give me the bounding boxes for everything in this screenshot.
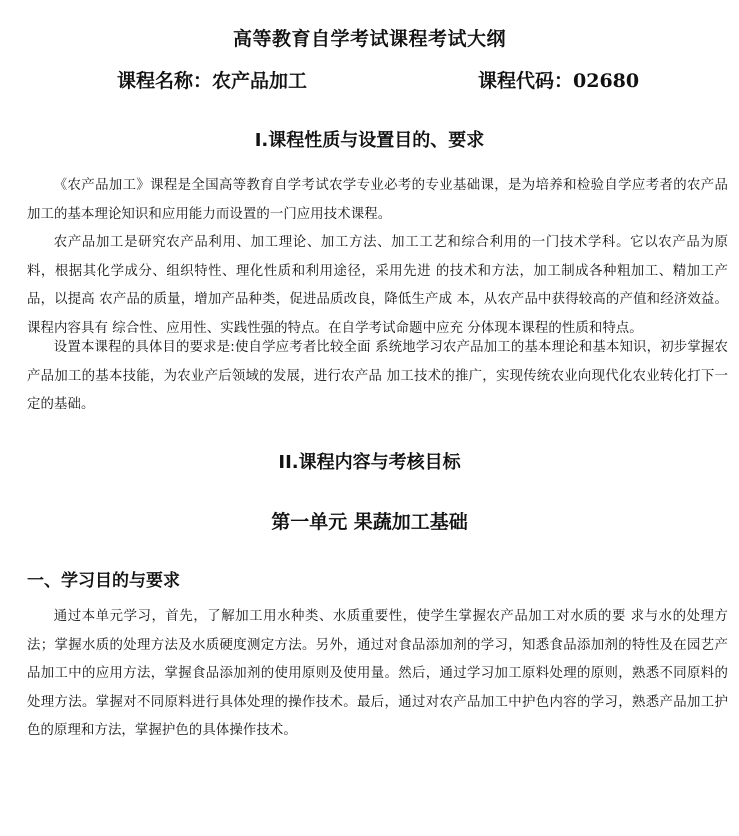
section-1-paragraph-1: 《农产品加工》课程是全国高等教育自学考试农学专业必考的专业基础课，是为培养和检验自学应考者的农产品加工的基本理论知识和应用能力而设置的一门应用技术课程。 xyxy=(27,178,728,222)
course-code: 课程代码：02680 xyxy=(478,70,640,92)
course-name: 课程名称：农产品加工 xyxy=(117,70,308,92)
section-1-paragraph-3: 设置本课程的具体目的要求是:使自学应考者比较全面 系统地学习农产品加工的基本理论和基本知识，初步掌握农 产品加工的基本技能，为农业产后领域的发展，进行农产品 加工技术的推广，实现传统农业向现代化农业转化打下一定的基础。 xyxy=(27,340,728,412)
learning-goals-heading: 一、学习目的与要求 xyxy=(27,571,180,591)
unit-1-paragraph: 通过本单元学习，首先，了解加工用水种类、水质重要性，使学生掌握农产品加工对水质的要 求与水的处理方法；掌握水质的处理方法及水质硬度测定方法。另外，通过对食品添加剂的学习，知悉食品添加剂的特性及在园艺产品加工中的应用方法，掌握食品添加剂的使用原则及使用量。然后，通过学习加工原料处理的原则，熟悉不同原料的处理方法。掌握对不同原料进行具体处理的操作技术。最后，通过对农产品加工中护色内容的学习，熟悉产品加工护色的原理和方法，掌握护色的具体操作技术。 xyxy=(27,609,728,738)
section-2-heading: II.课程内容与考核目标 xyxy=(278,452,461,473)
unit-1-heading: 第一单元 果蔬加工基础 xyxy=(271,511,468,533)
document-title: 高等教育自学考试课程考试大纲 xyxy=(232,28,506,50)
section-1-heading: I.课程性质与设置目的、要求 xyxy=(254,130,485,151)
course-info-row xyxy=(0,66,739,94)
section-1-paragraph-2: 农产品加工是研究农产品利用、加工理论、加工方法、加工工艺和综合利用的一门技术学科。它以农产品为原料，根据其化学成分、组织特性、理化性质和利用途径，采用先进 的技术和方法，加工制成各种粗加工、精加工产品，以提高 农产品的质量，增加产品种类，促进品质改良，降低生产成 本，从农产品中获得较高的产值和经济效益。课程内容具有 综合性、应用性、实践性强的特点。在自学考试命题中应充 分体现本课程的性质和特点。 xyxy=(27,235,728,336)
